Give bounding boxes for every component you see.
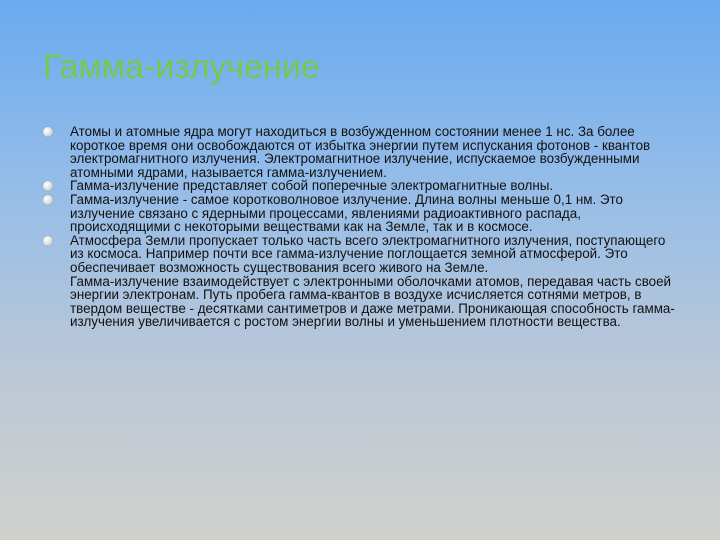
bullet-dot-icon <box>43 236 53 246</box>
bullet-dot-icon <box>43 127 53 137</box>
bullet-text: Гамма-излучение представляет собой поперечные электромагнитные волны. <box>70 178 554 194</box>
slide-content <box>42 125 682 329</box>
bullet-item <box>42 193 682 234</box>
bullet-dot-icon <box>43 181 53 191</box>
bullet-item <box>42 234 682 275</box>
bullet-item <box>42 179 682 193</box>
bullet-text: Атмосфера Земли пропускает только часть всего электромагнитного излучения, поступающего из космоса. Например почти все гамма-излучение поглощается земной атмосферой. Это обеспечивает возможность существования всего живого на Земле. <box>70 232 666 275</box>
bullet-text: Гамма-излучение - самое коротковолновое излучение. Длина волны меньше 0,1 нм. Это излучение связано с ядерными процессами, явлениями радиоактивного распада, происходящими с некоторыми веществами как на Земле, так и в космосе. <box>70 191 623 235</box>
bullet-list <box>42 125 682 275</box>
bullet-dot-icon <box>43 195 53 205</box>
bullet-item <box>42 125 682 179</box>
bullet-text: Атомы и атомные ядра могут находиться в возбужденном состоянии менее 1 нс. За более короткое время они освобождаются от избытка энергии путем испускания фотонов - квантов электромагнитного излучения. Электромагнитное излучение, испускаемое возбужденными атомными ядрами, называется гамма-излучением. <box>70 124 651 180</box>
slide-title: Гамма-излучение <box>43 48 320 86</box>
body-paragraph: Гамма-излучение взаимодействует с электронными оболочками атомов, передавая часть своей энергии электронам. Путь пробега гамма-квантов в воздухе исчисляется сотнями метров, в твердом веществе - десятками сантиметров и даже метрами. Проникающая способность гамма-излучения увеличивается с ростом энергии волны и уменьшением плотности вещества. <box>70 273 675 330</box>
